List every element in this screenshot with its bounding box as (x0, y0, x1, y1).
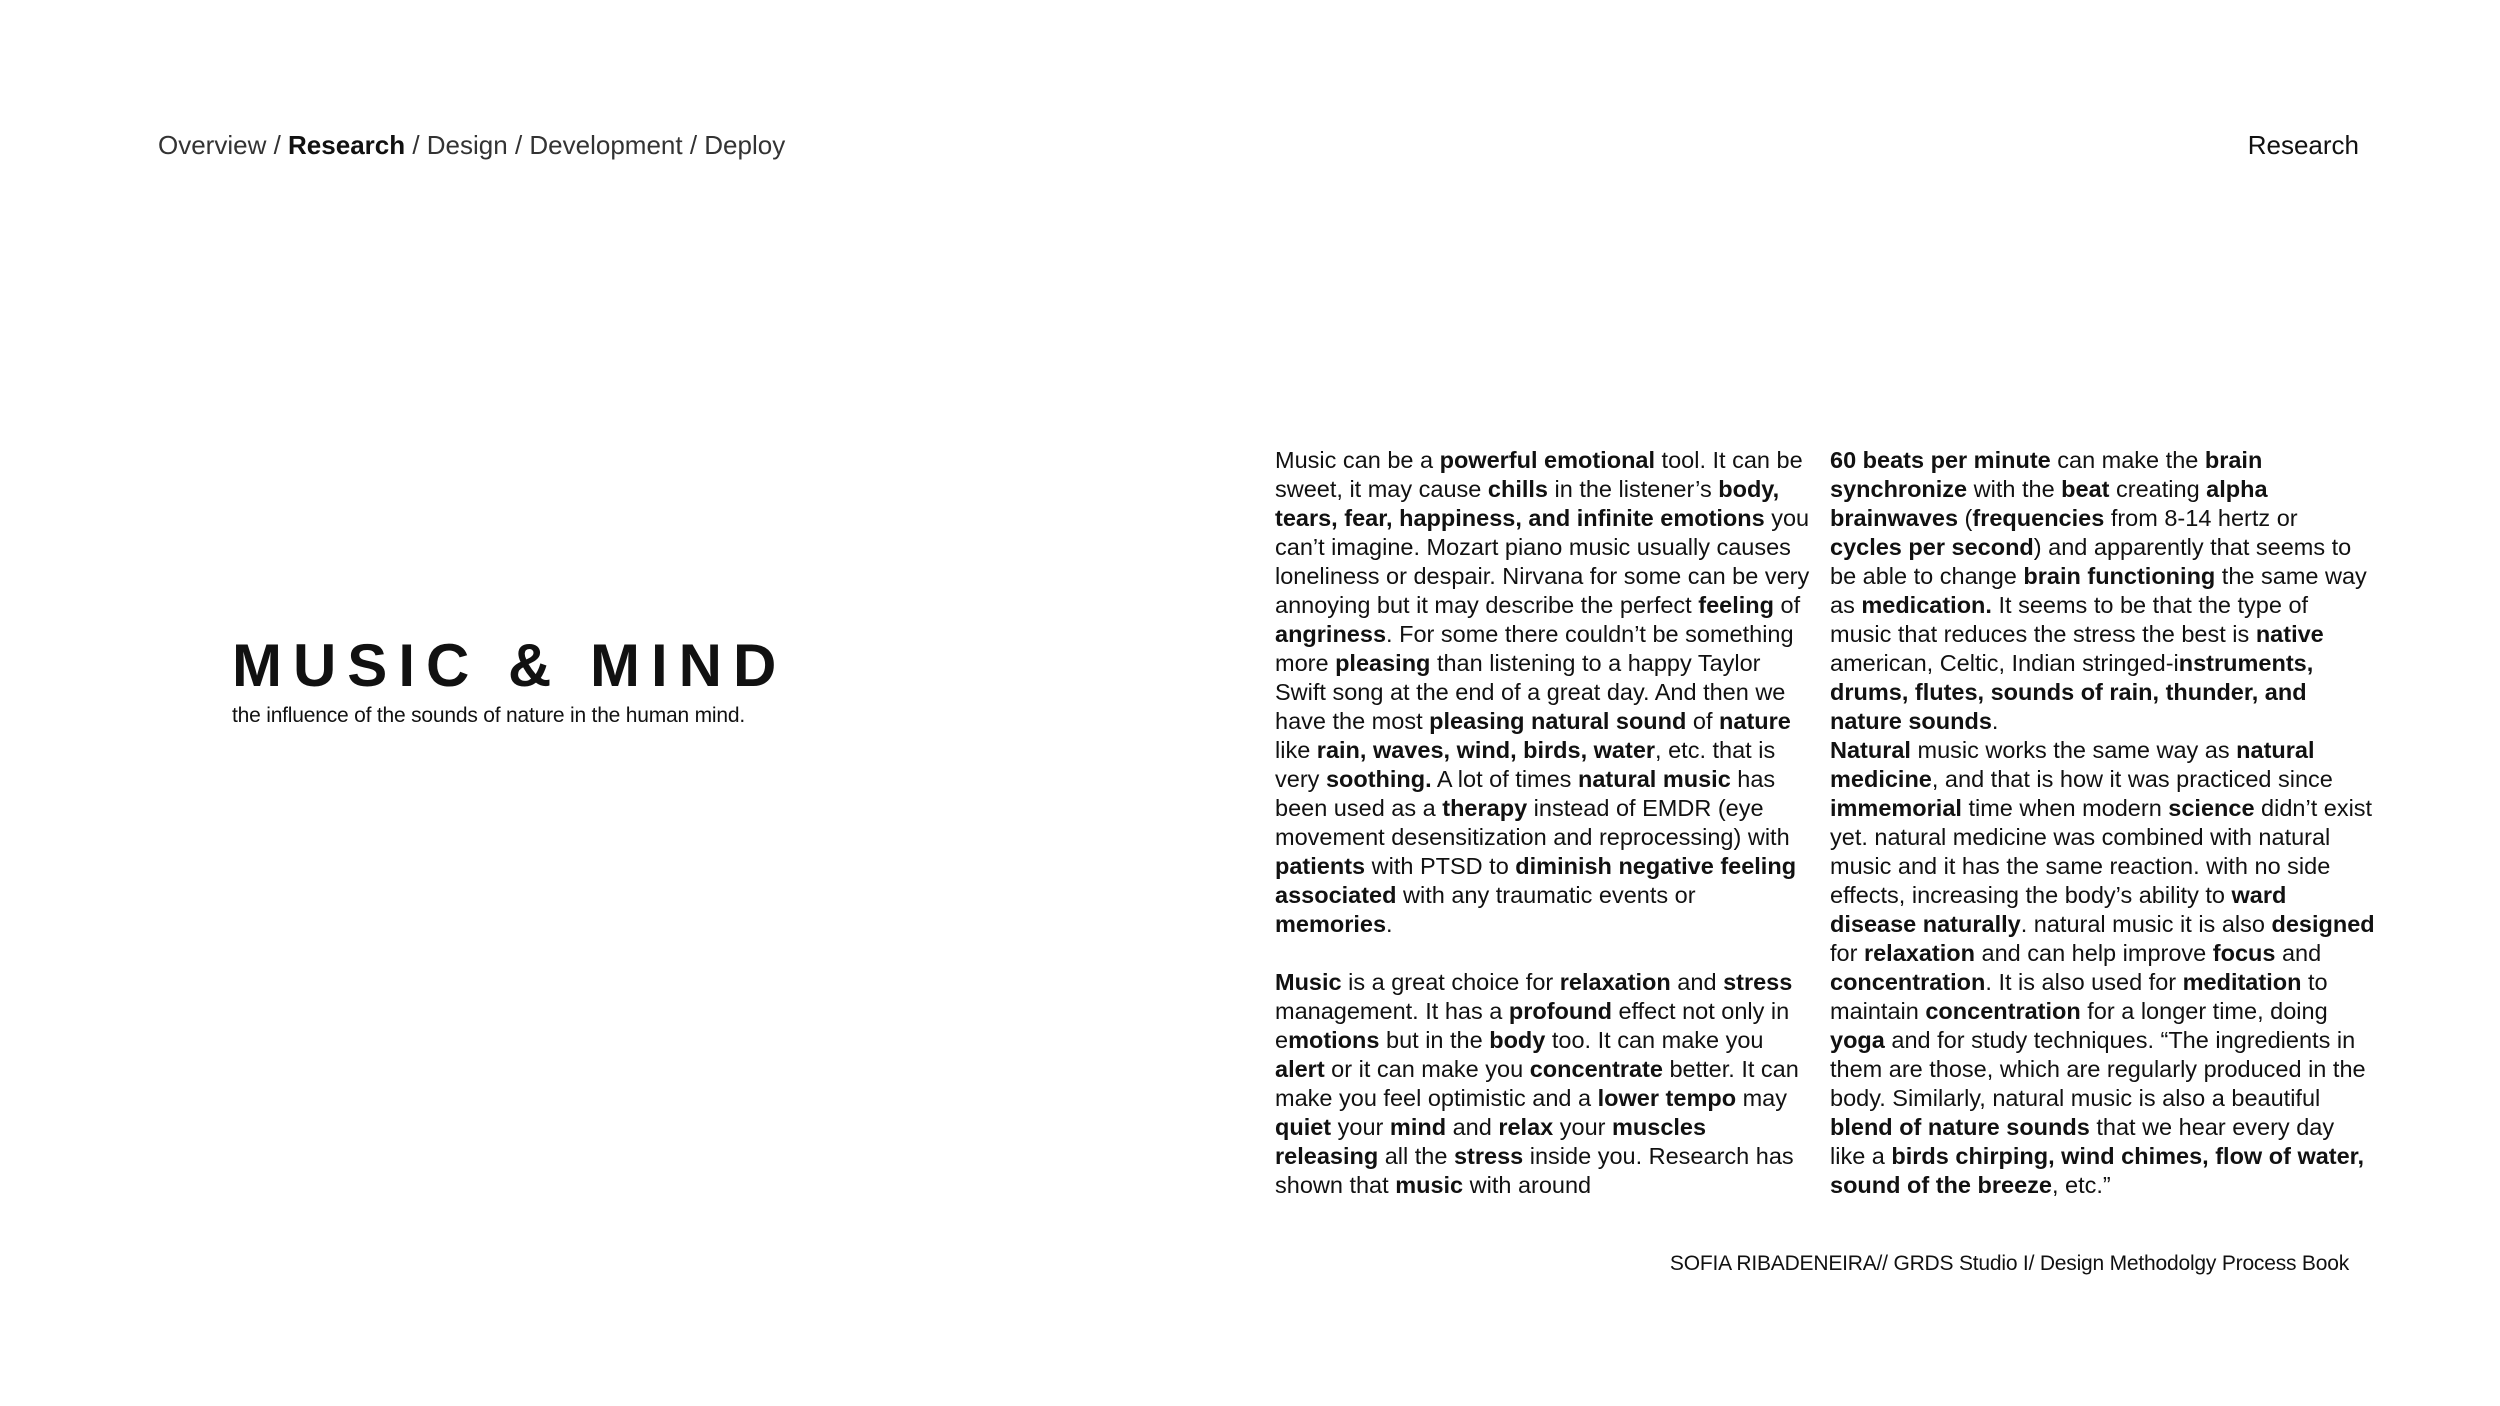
text-run: and (1446, 1114, 1499, 1140)
breadcrumb-separator: / (405, 130, 427, 160)
bold-text-run: rain, waves, wind, birds, water (1316, 737, 1656, 763)
bold-text-run: quiet (1275, 1114, 1332, 1140)
body-paragraph (1830, 736, 2375, 1200)
bold-text-run: stress (1453, 1143, 1524, 1169)
bold-text-run: science (2168, 795, 2255, 821)
text-run: inside you. Research has shown that (1275, 1143, 1794, 1198)
bold-text-run: birds chirping, wind chimes, flow of water, sound of the breeze (1830, 1143, 2365, 1198)
text-run: . (1386, 911, 1393, 937)
text-run: too. It can make you (1545, 1027, 1764, 1053)
breadcrumb-item-development[interactable]: Development (529, 130, 683, 160)
breadcrumb-separator: / (266, 130, 289, 160)
body-column-right (1830, 446, 2375, 1200)
text-run: all the (1378, 1143, 1454, 1169)
text-run: , etc. that is very (1275, 737, 1776, 792)
bold-text-run: focus (2212, 940, 2276, 966)
text-run: your (1331, 1114, 1390, 1140)
bold-text-run: diminish negative feeling associated (1275, 853, 1797, 908)
text-run: with the (1967, 476, 2062, 502)
text-run: of (1773, 592, 1801, 618)
text-run: that we hear every day like a (1830, 1114, 2335, 1169)
bold-text-run: Music (1275, 969, 1342, 995)
bold-text-run: body, tears, fear, happiness, and infinite emotions (1275, 476, 1780, 531)
bold-text-run: meditation (2182, 969, 2302, 995)
text-run: and (1670, 969, 1724, 995)
text-run: management. It has a (1275, 998, 1509, 1024)
text-run: A lot of times (1431, 766, 1578, 792)
breadcrumb-item-overview[interactable]: Overview (158, 130, 267, 160)
bold-text-run: chills (1487, 476, 1548, 502)
text-run: Music can be a (1275, 447, 1440, 473)
bold-text-run: yoga (1830, 1027, 1885, 1053)
text-run: ( (1958, 505, 1973, 531)
text-run: . natural music it is also (2020, 911, 2272, 937)
text-run: for a longer time, doing (2080, 998, 2328, 1024)
bold-text-run: motions (1288, 1027, 1380, 1053)
text-run: with PTSD to (1365, 853, 1516, 879)
section-label: Research (2247, 130, 2359, 160)
text-run: the same way as (1830, 563, 2367, 618)
text-run: like (1275, 737, 1317, 763)
footer-credit: SOFIA RIBADENEIRA// GRDS Studio I/ Design Methodolgy Process Book (1669, 1252, 2349, 1275)
text-run: didn’t exist yet. natural medicine was combined with natural music and it has the same reaction. with no side effects, increasing the body’s ability to (1830, 795, 2373, 908)
text-run: and for study techniques. “The ingredients in them are those, which are regularly produced in the body. Similarly, natural music is also a beautiful (1830, 1027, 2366, 1111)
bold-text-run: muscles releasing (1275, 1114, 1707, 1169)
bold-text-run: beat (2061, 476, 2110, 502)
text-run: . (1991, 708, 1999, 734)
page-title: MUSIC & MIND (232, 632, 788, 699)
text-run: time when modern (1961, 795, 2169, 821)
bold-text-run: native (2255, 621, 2324, 647)
bold-text-run: alpha brainwaves (1830, 476, 2268, 531)
text-run: with any traumatic events or (1396, 882, 1696, 908)
text-run: or it can make you (1324, 1056, 1530, 1082)
bold-text-run: nstruments, drums, flutes, sounds of rain, thunder, and nature sounds (1830, 650, 2314, 734)
bold-text-run: immemorial (1830, 795, 1962, 821)
text-run: . It is also used for (1985, 969, 2183, 995)
bold-text-run: patients (1275, 853, 1366, 879)
text-run: instead of EMDR (eye movement desensitization and reprocessing) with (1275, 795, 1790, 850)
breadcrumb-separator: / (507, 130, 530, 160)
bold-text-run: alert (1275, 1056, 1325, 1082)
bold-text-run: brain functioning (2023, 563, 2216, 589)
text-run: better. It can make you feel optimistic and a (1275, 1056, 1799, 1111)
title-block (232, 632, 788, 728)
text-run: of (1686, 708, 1720, 734)
page-subtitle: the influence of the sounds of nature in the human mind. (232, 704, 745, 727)
bold-text-run: medication. (1861, 592, 1992, 618)
text-run: , etc.” (2051, 1172, 2111, 1198)
bold-text-run: lower tempo (1597, 1085, 1737, 1111)
bold-text-run: natural medicine (1830, 737, 2315, 792)
text-run: in the listener’s (1547, 476, 1719, 502)
text-run: effect not only in e (1275, 998, 1790, 1053)
bold-text-run: 60 beats per minute (1830, 447, 2051, 473)
bold-text-run: therapy (1442, 795, 1528, 821)
bold-text-run: nature (1719, 708, 1791, 734)
text-run: your (1553, 1114, 1613, 1140)
text-run: can make the (2050, 447, 2205, 473)
bold-text-run: brain synchronize (1830, 447, 2263, 502)
text-run: than listening to a happy Taylor Swift song at the end of a great day. And then we have the most (1275, 650, 1786, 734)
text-run: tool. It can be sweet, it may cause (1275, 447, 1803, 502)
bold-text-run: relaxation (1559, 969, 1671, 995)
text-run: from 8-14 hertz or (2104, 505, 2298, 531)
body-paragraph (1275, 968, 1815, 1200)
bold-text-run: Natural (1830, 737, 1911, 763)
text-run: has been used as a (1275, 766, 1776, 821)
bold-text-run: cycles per second (1830, 534, 2034, 560)
body-column-left (1275, 446, 1815, 1200)
bold-text-run: profound (1508, 998, 1612, 1024)
text-run: to maintain (1830, 969, 2328, 1024)
bold-text-run: relax (1498, 1114, 1554, 1140)
breadcrumb-separator: / (682, 130, 705, 160)
bold-text-run: concentrate (1529, 1056, 1663, 1082)
bold-text-run: pleasing natural sound (1429, 708, 1687, 734)
bold-text-run: pleasing (1335, 650, 1431, 676)
bold-text-run: angriness (1275, 621, 1387, 647)
bold-text-run: ward disease naturally (1830, 882, 2287, 937)
bold-text-run: designed (2271, 911, 2375, 937)
bold-text-run: music (1395, 1172, 1464, 1198)
bold-text-run: concentration (1925, 998, 2081, 1024)
breadcrumb (158, 130, 785, 161)
text-run: It seems to be that the type of music that reduces the stress the best is (1830, 592, 2309, 647)
bold-text-run: mind (1389, 1114, 1447, 1140)
bold-text-run: soothing. (1325, 766, 1432, 792)
text-run: is a great choice for (1341, 969, 1560, 995)
bold-text-run: memories (1275, 911, 1387, 937)
bold-text-run: body (1489, 1027, 1546, 1053)
text-run: . For some there couldn’t be something more (1275, 621, 1794, 676)
text-run: but in the (1379, 1027, 1490, 1053)
bold-text-run: blend of nature sounds (1830, 1114, 2090, 1140)
breadcrumb-item-research[interactable]: Research (288, 130, 406, 160)
text-run: and (2275, 940, 2322, 966)
text-run: you can’t imagine. Mozart piano music usually causes loneliness or despair. Nirvana for some can be very annoying but it may describe the perfect (1275, 505, 1810, 618)
bold-text-run: feeling (1698, 592, 1774, 618)
body-paragraph (1275, 446, 1815, 939)
text-run: music works the same way as (1910, 737, 2237, 763)
text-run: for (1830, 940, 1864, 966)
breadcrumb-item-design[interactable]: Design (426, 130, 508, 160)
text-run: with around (1463, 1172, 1592, 1198)
bold-text-run: frequencies (1972, 505, 2105, 531)
text-run: ) and apparently that seems to be able to change (1830, 534, 2352, 589)
breadcrumb-item-deploy[interactable]: Deploy (704, 130, 786, 160)
bold-text-run: stress (1723, 969, 1793, 995)
text-run: may (1736, 1085, 1787, 1111)
bold-text-run: relaxation (1863, 940, 1975, 966)
text-run: american, Celtic, Indian stringed-i (1830, 650, 2179, 676)
bold-text-run: natural music (1577, 766, 1731, 792)
bold-text-run: concentration (1830, 969, 1986, 995)
text-run: and can help improve (1975, 940, 2213, 966)
bold-text-run: powerful emotional (1439, 447, 1656, 473)
text-run: , and that is how it was practiced since (1931, 766, 2333, 792)
text-run: creating (2109, 476, 2207, 502)
body-paragraph (1830, 446, 2375, 736)
